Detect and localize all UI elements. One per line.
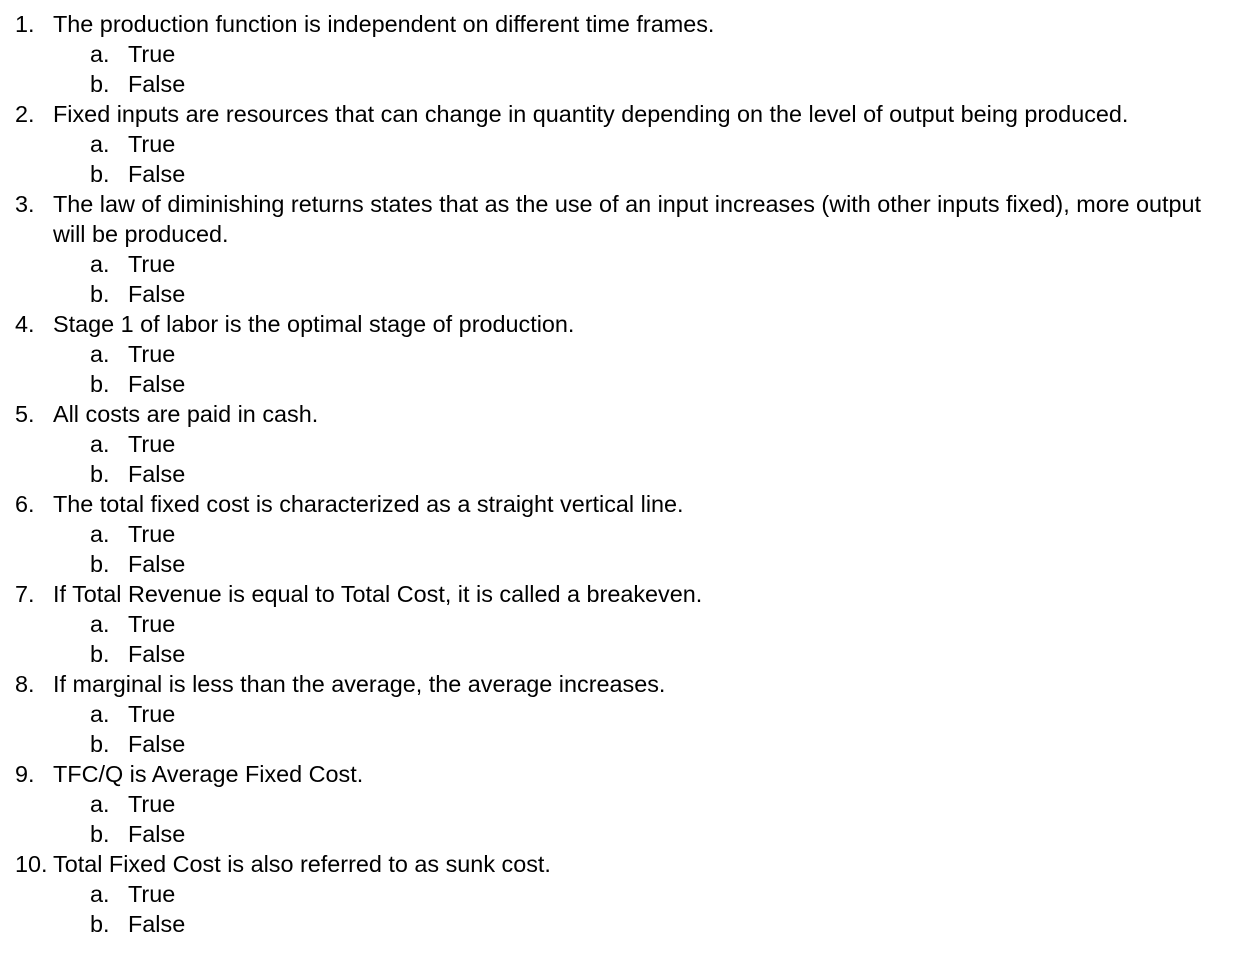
option-letter: b. bbox=[90, 461, 110, 487]
question-text: The total fixed cost is characterized as a straight vertical line. bbox=[53, 491, 684, 517]
option-letter: a. bbox=[90, 521, 110, 547]
question-9 bbox=[0, 759, 1258, 849]
question-text: The law of diminishing returns states that as the use of an input increases (with other inputs fixed), more output will be produced. bbox=[53, 191, 1202, 247]
option-a[interactable] bbox=[0, 789, 1258, 819]
question-7 bbox=[0, 579, 1258, 669]
option-a[interactable] bbox=[0, 879, 1258, 909]
option-a[interactable] bbox=[0, 129, 1258, 159]
option-label: True bbox=[128, 431, 176, 457]
question-number: 1. bbox=[15, 11, 35, 37]
question-number: 4. bbox=[15, 311, 35, 337]
option-letter: b. bbox=[90, 641, 110, 667]
option-label: True bbox=[128, 611, 176, 637]
option-letter: b. bbox=[90, 551, 110, 577]
question-number: 10. bbox=[15, 851, 48, 877]
option-label: True bbox=[128, 701, 176, 727]
option-label: False bbox=[128, 731, 186, 757]
option-a[interactable] bbox=[0, 249, 1258, 279]
question-8 bbox=[0, 669, 1258, 759]
option-b[interactable] bbox=[0, 549, 1258, 579]
option-b[interactable] bbox=[0, 909, 1258, 939]
option-letter: b. bbox=[90, 731, 110, 757]
question-2 bbox=[0, 99, 1258, 189]
option-b[interactable] bbox=[0, 639, 1258, 669]
option-letter: a. bbox=[90, 251, 110, 277]
option-letter: b. bbox=[90, 821, 110, 847]
question-4 bbox=[0, 309, 1258, 399]
question-5 bbox=[0, 399, 1258, 489]
option-b[interactable] bbox=[0, 459, 1258, 489]
question-number: 2. bbox=[15, 101, 35, 127]
option-label: True bbox=[128, 341, 176, 367]
question-text: Total Fixed Cost is also referred to as sunk cost. bbox=[53, 851, 551, 877]
option-a[interactable] bbox=[0, 429, 1258, 459]
question-text: The production function is independent on different time frames. bbox=[53, 11, 715, 37]
option-label: False bbox=[128, 281, 186, 307]
question-number: 3. bbox=[15, 191, 35, 217]
option-letter: a. bbox=[90, 431, 110, 457]
option-letter: b. bbox=[90, 71, 110, 97]
question-3 bbox=[0, 189, 1258, 309]
option-label: False bbox=[128, 71, 186, 97]
question-number: 6. bbox=[15, 491, 35, 517]
question-text: TFC/Q is Average Fixed Cost. bbox=[53, 761, 364, 787]
option-a[interactable] bbox=[0, 339, 1258, 369]
option-a[interactable] bbox=[0, 519, 1258, 549]
question-1 bbox=[0, 9, 1258, 99]
question-6 bbox=[0, 489, 1258, 579]
option-letter: a. bbox=[90, 611, 110, 637]
question-text: All costs are paid in cash. bbox=[53, 401, 319, 427]
quiz-question-list bbox=[0, 9, 1258, 939]
option-label: True bbox=[128, 41, 176, 67]
option-letter: a. bbox=[90, 791, 110, 817]
option-b[interactable] bbox=[0, 69, 1258, 99]
question-text: If Total Revenue is equal to Total Cost, it is called a breakeven. bbox=[53, 581, 703, 607]
option-b[interactable] bbox=[0, 369, 1258, 399]
option-label: True bbox=[128, 881, 176, 907]
option-letter: a. bbox=[90, 41, 110, 67]
option-label: False bbox=[128, 161, 186, 187]
question-text: Stage 1 of labor is the optimal stage of production. bbox=[53, 311, 575, 337]
option-letter: a. bbox=[90, 341, 110, 367]
question-10 bbox=[0, 849, 1258, 939]
option-label: False bbox=[128, 911, 186, 937]
option-letter: b. bbox=[90, 911, 110, 937]
option-label: True bbox=[128, 521, 176, 547]
option-label: True bbox=[128, 791, 176, 817]
option-letter: a. bbox=[90, 131, 110, 157]
option-label: False bbox=[128, 821, 186, 847]
option-a[interactable] bbox=[0, 699, 1258, 729]
option-letter: a. bbox=[90, 701, 110, 727]
option-label: True bbox=[128, 131, 176, 157]
option-label: False bbox=[128, 371, 186, 397]
option-letter: b. bbox=[90, 161, 110, 187]
option-label: True bbox=[128, 251, 176, 277]
option-b[interactable] bbox=[0, 159, 1258, 189]
option-b[interactable] bbox=[0, 279, 1258, 309]
question-number: 9. bbox=[15, 761, 35, 787]
question-number: 8. bbox=[15, 671, 35, 697]
option-label: False bbox=[128, 461, 186, 487]
option-label: False bbox=[128, 641, 186, 667]
option-label: False bbox=[128, 551, 186, 577]
question-number: 7. bbox=[15, 581, 35, 607]
option-b[interactable] bbox=[0, 729, 1258, 759]
option-a[interactable] bbox=[0, 39, 1258, 69]
option-a[interactable] bbox=[0, 609, 1258, 639]
question-text: If marginal is less than the average, the average increases. bbox=[53, 671, 666, 697]
option-letter: b. bbox=[90, 371, 110, 397]
option-b[interactable] bbox=[0, 819, 1258, 849]
question-number: 5. bbox=[15, 401, 35, 427]
option-letter: b. bbox=[90, 281, 110, 307]
option-letter: a. bbox=[90, 881, 110, 907]
question-text: Fixed inputs are resources that can change in quantity depending on the level of output being produced. bbox=[53, 101, 1129, 127]
